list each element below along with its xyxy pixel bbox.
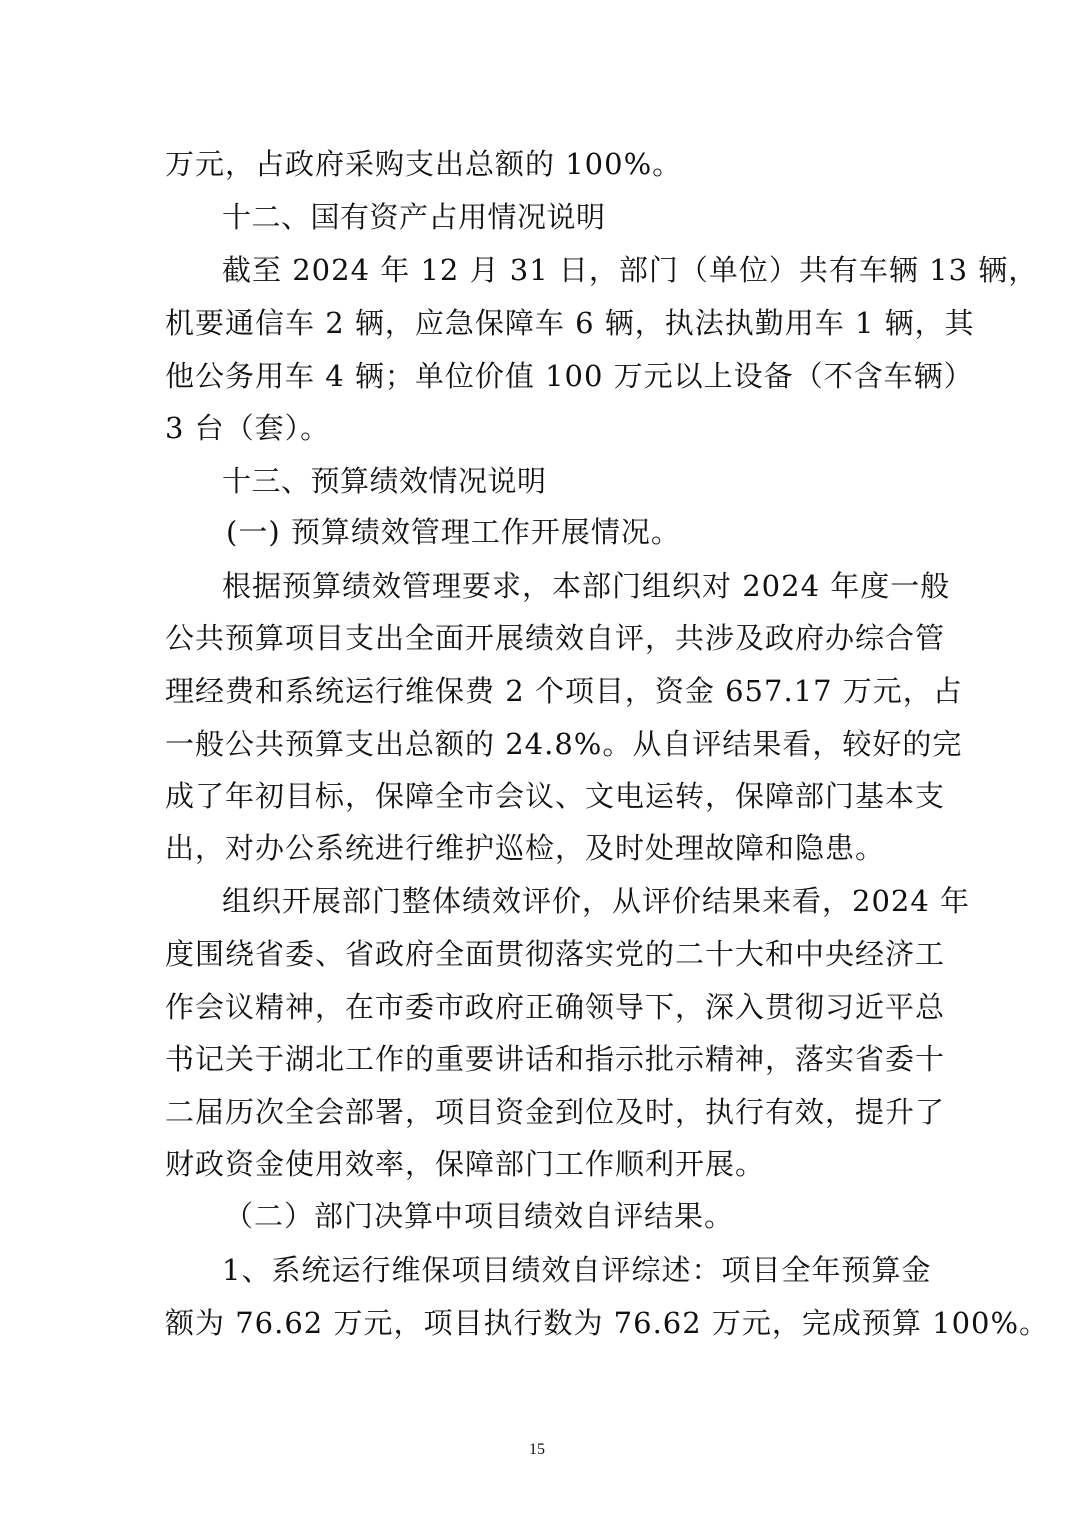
subsection-heading-1: (一) 预算绩效管理工作开展情况。 [226, 515, 681, 549]
paragraph-line: 组织开展部门整体绩效评价，从评价结果来看，2024 年 [222, 884, 971, 918]
paragraph-line: 作会议精神，在市委市政府正确领导下，深入贯彻习近平总 [165, 990, 946, 1024]
paragraph-line: 出，对办公系统进行维护巡检，及时处理故障和隐患。 [165, 831, 886, 865]
paragraph-line: 度围绕省委、省政府全面贯彻落实党的二十大和中央经济工 [165, 937, 946, 971]
paragraph-line: 一般公共预算支出总额的 24.8%。从自评结果看，较好的完 [165, 727, 963, 761]
page-number: 15 [529, 1441, 545, 1458]
paragraph-line: 截至 2024 年 12 月 31 日，部门（单位）共有车辆 13 辆， [222, 253, 1039, 287]
section-heading-12: 十二、国有资产占用情况说明 [222, 200, 606, 234]
paragraph-line: 额为 76.62 万元，项目执行数为 76.62 万元，完成预算 100%。 [165, 1306, 1050, 1340]
section-heading-13: 十三、预算绩效情况说明 [222, 464, 547, 498]
paragraph-line: 二届历次全会部署，项目资金到位及时，执行有效，提升了 [165, 1095, 946, 1129]
paragraph-line: 根据预算绩效管理要求，本部门组织对 2024 年度一般 [222, 569, 951, 603]
subsection-heading-2: （二）部门决算中项目绩效自评结果。 [224, 1199, 735, 1233]
paragraph-line: 3 台（套）。 [165, 411, 331, 445]
paragraph-line: 公共预算项目支出全面开展绩效自评，共涉及政府办综合管 [165, 621, 946, 655]
paragraph-line: 理经费和系统运行维保费 2 个项目，资金 657.17 万元，占 [165, 674, 963, 708]
paragraph-line: 财政资金使用效率，保障部门工作顺利开展。 [165, 1147, 766, 1181]
paragraph-line: 成了年初目标，保障全市会议、文电运转，保障部门基本支 [165, 779, 946, 813]
paragraph-line: 书记关于湖北工作的重要讲话和指示批示精神，落实省委十 [165, 1042, 946, 1076]
paragraph-line: 1、系统运行维保项目绩效自评综述：项目全年预算金 [222, 1253, 932, 1287]
paragraph-line: 万元，占政府采购支出总额的 100%。 [165, 147, 683, 181]
paragraph-line: 他公务用车 4 辆；单位价值 100 万元以上设备（不含车辆） [165, 359, 974, 393]
paragraph-line: 机要通信车 2 辆，应急保障车 6 辆，执法执勤用车 1 辆，其 [165, 306, 975, 340]
